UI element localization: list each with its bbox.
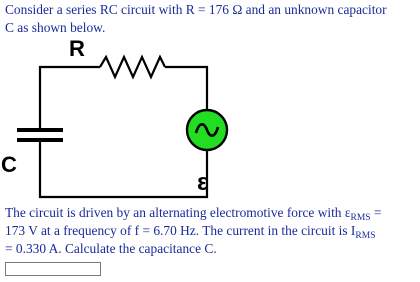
answer-input[interactable] (5, 262, 101, 276)
resistor-label: R (69, 36, 85, 61)
capacitor-label: C (1, 152, 17, 177)
resistor-symbol (100, 57, 165, 77)
intro-line-1: Consider a series RC circuit with R = 176 Ω and an unknown capacitor (5, 2, 387, 17)
wire-left-top (40, 67, 100, 130)
ac-source (187, 110, 227, 150)
emf-label: ε (197, 169, 209, 196)
circuit-wires (40, 67, 207, 197)
question-line-1: The circuit is driven by an alternating electromotive force with $\varepsilon_{RMS}$ = (5, 205, 382, 223)
intro-line-2: C as shown below. (5, 20, 106, 35)
problem-question (5, 204, 419, 258)
wire-bottom (40, 140, 207, 197)
wire-right-top (165, 67, 207, 110)
question-line-2: 173 V at a frequency of f = 6.70 Hz. The current in the circuit is $I_{RMS}$ (5, 223, 376, 241)
question-line-3: = 0.330 A. Calculate the capacitance C. (5, 241, 217, 256)
capacitor-symbol (17, 130, 63, 140)
